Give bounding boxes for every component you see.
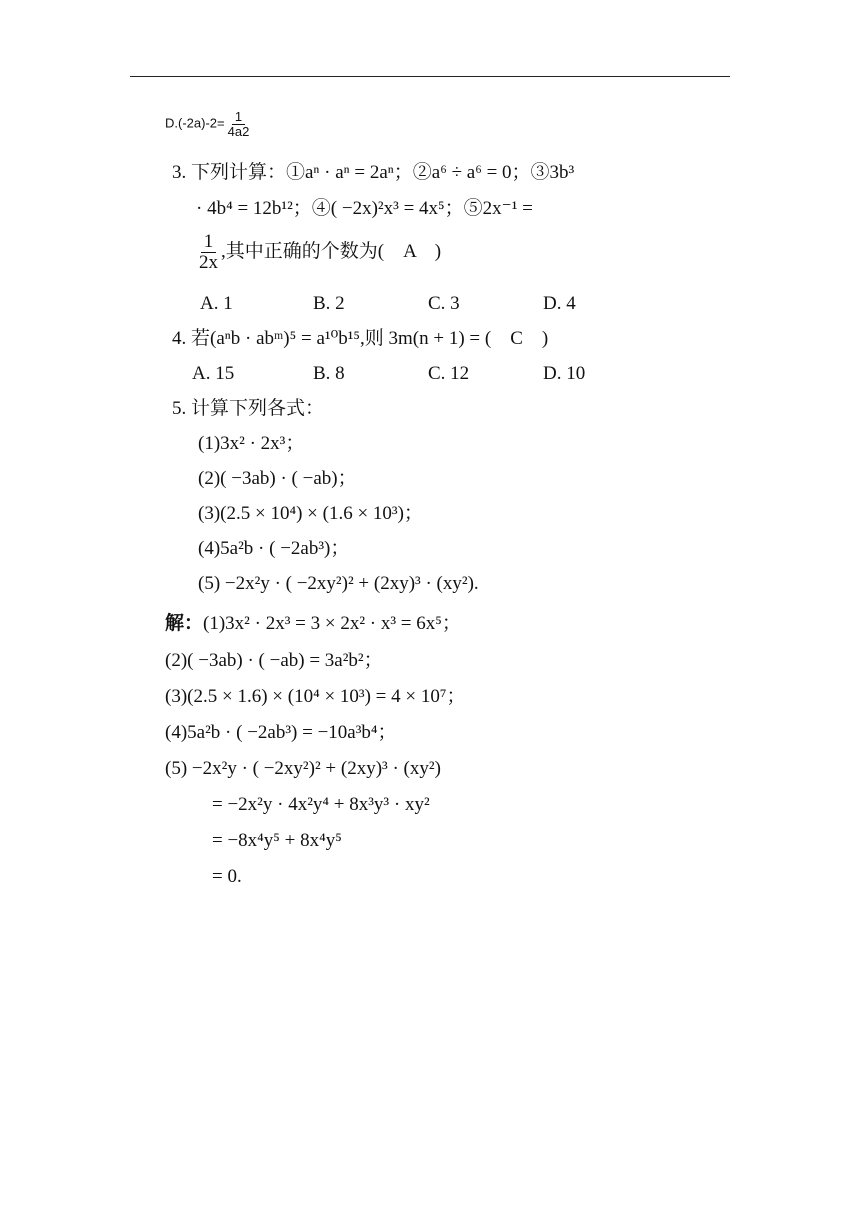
- q3-fraction-num: 1: [201, 232, 217, 253]
- solution-line-5: (5) −2x²y · ( −2xy²)² + (2xy)³ · (xy²): [165, 758, 441, 779]
- solution-line-3: (3)(2.5 × 1.6) × (10⁴ × 10³) = 4 × 10⁷；: [165, 686, 466, 707]
- option-d-lhs: D.(-2a)-2=: [165, 115, 225, 131]
- q3-option-c: C. 3: [428, 293, 460, 314]
- q5-item-4: (4)5a²b · ( −2ab³)；: [198, 538, 350, 559]
- header-rule: [130, 76, 730, 77]
- q4-option-c: C. 12: [428, 363, 470, 384]
- q4-stem: 4. 若(aⁿb · abᵐ)⁵ = a¹⁰b¹⁵,则 3m(n + 1) = ( C ): [172, 328, 549, 349]
- q3-option-d: D. 4: [543, 293, 576, 314]
- q3-fraction: [196, 232, 221, 273]
- q3-option-b: B. 2: [313, 293, 345, 314]
- solution-line-8: = 0.: [212, 866, 242, 887]
- solution-line-1: [165, 611, 461, 637]
- solution-label: 解：: [165, 613, 204, 634]
- q4-option-d: D. 10: [543, 363, 586, 384]
- q5-item-1: (1)3x² · 2x³；: [198, 433, 305, 454]
- option-d-numerator: 1: [232, 110, 245, 125]
- q5-item-5: (5) −2x²y · ( −2xy²)² + (2xy)³ · (xy²).: [198, 573, 479, 594]
- solution-line-2: (2)( −3ab) · ( −ab) = 3a²b²；: [165, 650, 383, 671]
- q3-option-a: A. 1: [200, 293, 233, 314]
- q5-item-3: (3)(2.5 × 10⁴) × (1.6 × 10³)；: [198, 503, 423, 524]
- solution-line-7: = −8x⁴y⁵ + 8x⁴y⁵: [212, 830, 342, 851]
- q4-option-a: A. 15: [192, 363, 235, 384]
- q3-line2: · 4b⁴ = 12b¹²；④( −2x)²x³ = 4x⁵；⑤2x⁻¹ =: [196, 198, 533, 219]
- q3-line1: 3. 下列计算：①aⁿ · aⁿ = 2aⁿ；②a⁶ ÷ a⁶ = 0；③3b³: [172, 162, 575, 183]
- q3-line3: [196, 232, 441, 273]
- q3-fraction-den: 2x: [199, 251, 218, 273]
- solution-line-4: (4)5a²b · ( −2ab³) = −10a³b⁴；: [165, 722, 397, 743]
- q4-option-b: B. 8: [313, 363, 345, 384]
- option-d-denominator: 4a2: [227, 123, 250, 139]
- solution-line-6: = −2x²y · 4x²y⁴ + 8x³y³ · xy²: [212, 794, 430, 815]
- q5-item-2: (2)( −3ab) · ( −ab)；: [198, 468, 357, 489]
- q5-stem: 5. 计算下列各式：: [172, 398, 325, 419]
- option-d: [165, 110, 252, 138]
- solution-step-1: (1)3x² · 2x³ = 3 × 2x² · x³ = 6x⁵；: [203, 613, 461, 634]
- option-d-fraction: [225, 110, 253, 138]
- q3-tail: ,其中正确的个数为( A ): [221, 240, 442, 262]
